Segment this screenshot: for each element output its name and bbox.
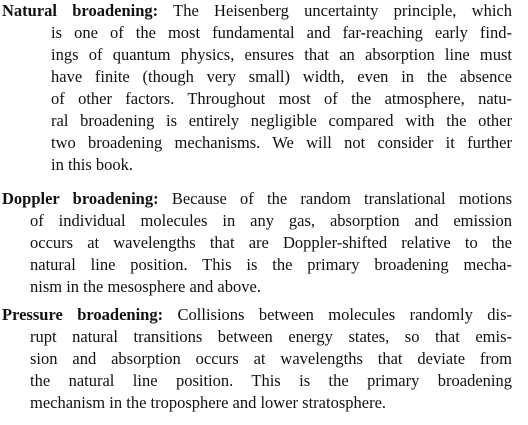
entry-line: in this book.	[51, 155, 134, 174]
entry-text: Because of the random translational motions	[158, 189, 512, 208]
entry-line: ral broadening is entirely negligible compared with the other	[51, 111, 512, 130]
entry-line	[2, 0, 512, 22]
entry-line: of individual molecules in any gas, absorption and emission	[30, 211, 512, 230]
entry-text: Collisions between molecules randomly dis-	[163, 305, 512, 324]
entry-line: occurs at wavelengths that are Doppler-shifted relative to the	[30, 233, 512, 252]
entry-text: The Heisenberg uncertainty principle, which	[158, 1, 512, 20]
entry-line: the natural line position. This is the primary broadening	[30, 371, 512, 390]
term-heading: Doppler broadening:	[2, 189, 159, 208]
entry-line	[2, 188, 512, 210]
entry-line: sion and absorption occurs at wavelengths that deviate from	[30, 349, 512, 368]
entry-line: natural line position. This is the primary broadening mecha-	[30, 255, 512, 274]
entry-line	[2, 304, 512, 326]
entry-line: nism in the mesosphere and above.	[30, 277, 261, 296]
entry-line: of other factors. Throughout most of the atmosphere, natu-	[51, 89, 512, 108]
entry-line: ings of quantum physics, ensures that an absorption line must	[51, 45, 512, 64]
entry-line: mechanism in the troposphere and lower stratosphere.	[30, 393, 387, 412]
entry-line: is one of the most fundamental and far-reaching early find-	[51, 23, 512, 42]
term-heading: Pressure broadening:	[2, 305, 164, 324]
entry-line: have finite (though very small) width, even in the absence	[51, 67, 512, 86]
entry-line: rupt natural transitions between energy states, so that emis-	[30, 327, 512, 346]
term-heading: Natural broadening:	[2, 1, 159, 20]
entry-line: two broadening mechanisms. We will not consider it further	[51, 133, 512, 152]
